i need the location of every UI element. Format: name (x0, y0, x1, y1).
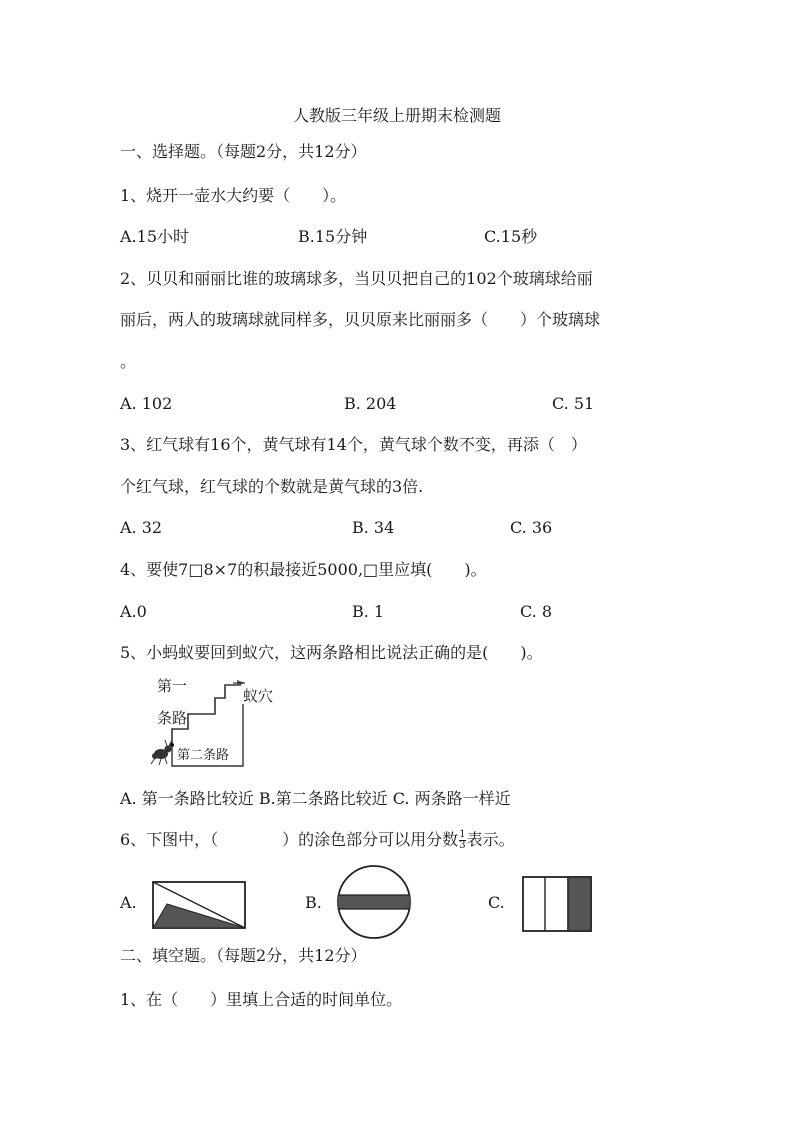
question-6-option-a-label: A. (120, 893, 137, 912)
question-2-stem-line-1: 2、贝贝和丽丽比谁的玻璃球多，当贝贝把自己的102个玻璃球给丽 (120, 269, 593, 288)
question-4-option-b: B. 1 (352, 602, 385, 621)
question-2-option-b: B. 204 (344, 394, 397, 413)
question-3-option-c: C. 36 (510, 518, 553, 537)
question-2-option-c: C. 51 (552, 394, 595, 413)
question-1-stem: 1、烧开一壶水大约要（ ）。 (120, 186, 347, 205)
question-3-option-b: B. 34 (352, 518, 395, 537)
question-3-stem-line-2: 个红气球，红气球的个数就是黄气球的3倍. (120, 477, 424, 496)
question-6-option-b-label: B. (305, 893, 322, 912)
option-b-circle-figure (336, 864, 412, 944)
question-1-option-c: C.15秒 (484, 227, 538, 246)
fraction-denominator: 3 (459, 840, 466, 851)
question-6-stem-pre: 6、下图中，（ ）的涂色部分可以用分数 (120, 830, 459, 849)
question-5-options: A. 第一条路比较近 B.第二条路比较近 C. 两条路一样近 (120, 789, 511, 808)
fraction-one-third (459, 830, 465, 851)
section-heading-choice: 一、选择题。（每题2分，共12分） (120, 142, 367, 161)
question-1-option-b: B.15分钟 (298, 227, 368, 246)
circle-with-shaded-band (336, 864, 412, 940)
option-a-rectangle-figure (152, 881, 246, 933)
route-1-label-a: 第一 (157, 677, 188, 695)
option-c-bars-figure (522, 876, 592, 936)
route-1-label-b: 条路 (157, 709, 188, 727)
question-6-stem (120, 830, 515, 851)
question-4-option-c: C. 8 (520, 602, 553, 621)
question-5-stem: 5、小蚂蚁要回到蚁穴，这两条路相比说法正确的是( )。 (120, 643, 543, 662)
question-6-stem-post: 表示。 (466, 830, 515, 849)
ant-icon (151, 740, 174, 765)
rectangle-three-columns (522, 876, 592, 932)
question-3-stem-line-1: 3、红气球有16个，黄气球有14个，黄气球个数不变，再添（ ） (120, 435, 587, 454)
question-4-option-a: A.0 (120, 602, 147, 621)
question-2-stem-line-2: 丽后，两人的玻璃球就同样多，贝贝原来比丽丽多（ ）个玻璃球 (120, 310, 601, 329)
question-2-stem-line-3: 。 (120, 352, 137, 371)
question-6-option-c-label: C. (488, 893, 505, 912)
section-heading-fill: 二、填空题。（每题2分，共12分） (120, 946, 367, 965)
nest-label: 蚁穴 (243, 687, 274, 705)
fill-question-1-stem: 1、在（ ）里填上合适的时间单位。 (120, 990, 403, 1009)
fraction-numerator: 1 (459, 829, 466, 840)
question-2-option-a: A. 102 (120, 394, 173, 413)
question-1-option-a: A.15小时 (120, 227, 190, 246)
ant-path-figure (145, 674, 285, 770)
question-4-stem: 4、要使7□8×7的积最接近5000,□里应填( )。 (120, 560, 487, 579)
question-3-option-a: A. 32 (120, 518, 163, 537)
route-2-label: 第二条路 (177, 748, 230, 763)
page-title: 人教版三年级上册期末检测题 (292, 106, 501, 125)
rectangle-with-shaded-triangle (152, 881, 246, 929)
